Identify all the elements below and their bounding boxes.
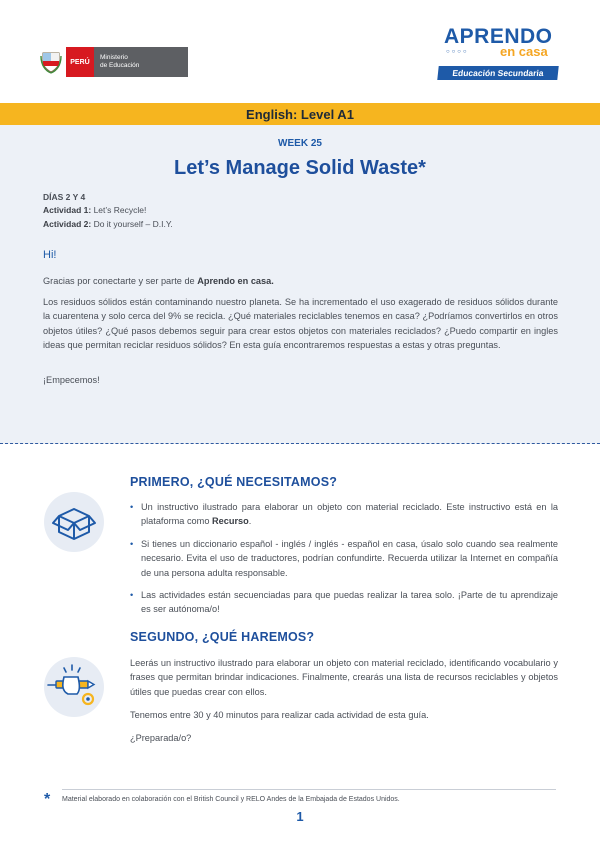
ministry-line1: Ministerio bbox=[100, 54, 128, 61]
activity-1-text: Let’s Recycle! bbox=[93, 205, 147, 215]
bullet-1-end: . bbox=[248, 516, 252, 527]
box-icon bbox=[44, 492, 104, 552]
section-2-paragraph-1: Leerás un instructivo ilustrado para elaborar un objeto con material reciclado, identificando vocabulario y frases que permitan brindar indicaciones. Finalmente, crearás una lista de recursos reciclables y objetos útiles que puedas crear con ellos. bbox=[130, 658, 558, 697]
footer-divider bbox=[62, 789, 556, 790]
intro-paragraph-2: Los residuos sólidos están contaminando nuestro planeta. Se ha incrementado el uso exagerado de residuos sólidos durante la cuarentena y solo cerca del 9% se recicla. ¿Qué materiales reciclables tenemos en casa? ¿Podríamos convertirlos en otros objetos útiles? ¿Qué pasos debemos seguir para crear estos objetos con materiales reciclados? ¿Puedo compartir en ingles ideas que permitan reciclar residuos sólidos? En esta guía encontraremos respuestas a estas y otras preguntas. bbox=[43, 297, 558, 351]
peru-label: PERÚ bbox=[66, 47, 94, 77]
activity-2-label: Actividad 2: bbox=[43, 219, 92, 229]
level-bar: English: Level A1 bbox=[0, 103, 600, 125]
hand-pencil-gear-icon bbox=[44, 657, 104, 717]
coat-of-arms-icon bbox=[40, 50, 62, 74]
section-2-heading: SEGUNDO, ¿QUÉ HAREMOS? bbox=[130, 630, 315, 644]
page-number: 1 bbox=[296, 809, 304, 824]
page-title: Let’s Manage Solid Waste* bbox=[174, 157, 426, 179]
footnote: Material elaborado en colaboración con el British Council y RELO Andes de la Embajada de Estados Unidos. bbox=[62, 796, 400, 803]
list-item: • Las actividades están secuenciadas para que puedas realizar la tarea solo. ¡Parte de tu aprendizaje es ser autónoma/o! bbox=[130, 588, 558, 617]
bullet-1-bold: Recurso bbox=[211, 516, 249, 527]
footnote-star: * bbox=[44, 791, 51, 808]
section-1-heading: PRIMERO, ¿QUÉ NECESITAMOS? bbox=[130, 475, 338, 489]
section-2-paragraph-2: Tenemos entre 30 y 40 minutos para realizar cada actividad de esta guía. bbox=[130, 710, 429, 720]
greeting: Hi! bbox=[43, 249, 57, 261]
activity-1 bbox=[43, 204, 146, 217]
activity-2 bbox=[43, 218, 173, 231]
intro-p1-bold: Aprendo en casa. bbox=[197, 276, 274, 286]
week-label: WEEK 25 bbox=[278, 138, 322, 149]
aprendo-en-casa-logo bbox=[438, 25, 560, 85]
needs-list bbox=[130, 500, 558, 625]
brand-sub: en casa bbox=[500, 44, 548, 59]
ministry-line2: de Educación bbox=[100, 62, 140, 69]
ministry-logo bbox=[40, 47, 190, 77]
brand-band: Educación Secundaria bbox=[437, 66, 558, 80]
brand-top: APRENDO bbox=[444, 25, 553, 48]
list-item: • Si tienes un diccionario español - inglés / inglés - español en casa, úsalo solo cuando sea realmente necesario. Evita el uso de traductores, podrían confundirte. Recuerda utilizar la Internet en compañía de una persona adulta responsable. bbox=[130, 537, 558, 580]
section-2-paragraph-3: ¿Preparada/o? bbox=[130, 733, 192, 743]
bullet-1-text: Un instructivo ilustrado para elaborar un objeto con material reciclado. Este instructivo está en la plataforma como bbox=[141, 502, 558, 527]
intro-p1-text: Gracias por conectarte y ser parte de bbox=[43, 276, 198, 286]
intro-paragraph-1 bbox=[43, 274, 558, 288]
intro-paragraph-3: ¡Empecemos! bbox=[43, 375, 100, 385]
activity-2-text: Do it yourself – D.I.Y. bbox=[93, 219, 173, 229]
days-label: DÍAS 2 Y 4 bbox=[43, 192, 86, 202]
activity-1-label: Actividad 1: bbox=[43, 205, 92, 215]
ministry-name bbox=[94, 47, 188, 77]
list-item bbox=[130, 500, 558, 529]
brand-dots-icon: ○○○○ bbox=[446, 49, 469, 55]
